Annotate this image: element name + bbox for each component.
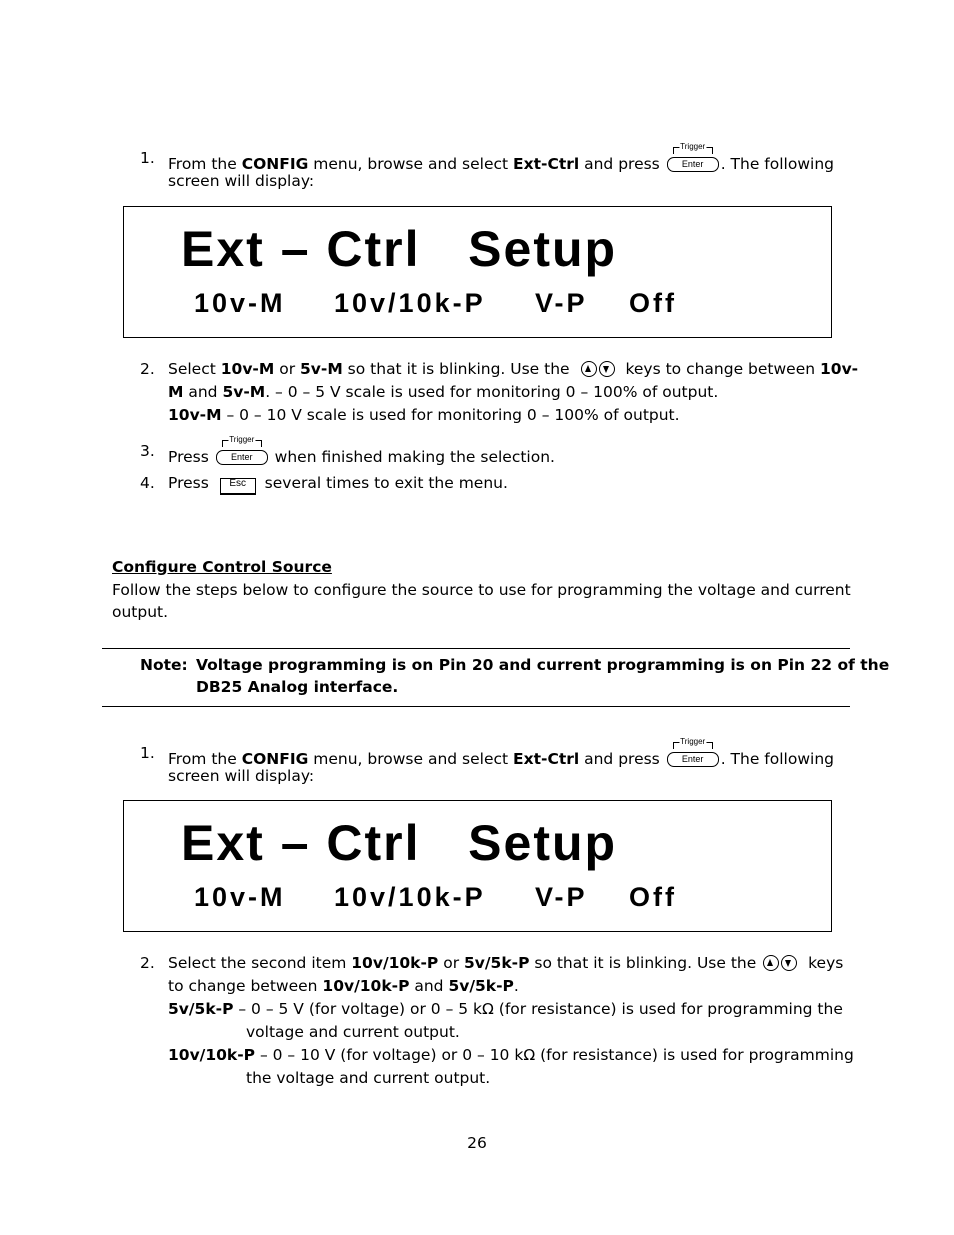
section-heading: Configure Control Source [112,558,332,576]
lcd-option-mode: V-P [535,288,588,318]
lcd-title: Ext – Ctrl Setup [181,815,618,871]
note-label: Note: [140,656,188,674]
step-2-line-1: Select 10v-M or 5v-M so that it is blinking. Use the keys to change between 10v- [168,358,858,384]
up-arrow-icon [581,361,597,377]
up-arrow-icon [763,955,779,971]
page-number: 26 [467,1134,487,1152]
lcd-title: Ext – Ctrl Setup [181,221,618,277]
section-paragraph-line-2: output. [112,603,169,621]
enter-key-icon: Trigger Enter [216,440,268,466]
note-text-line-1: Voltage programming is on Pin 20 and current programming is on Pin 22 of the [196,656,890,674]
section-paragraph-line-1: Follow the steps below to configure the source to use for programming the voltage and current [112,581,851,599]
step-1-line-1: From the CONFIG menu, browse and select Ext-Ctrl and press Trigger Enter . The following [168,142,834,173]
down-arrow-icon [599,361,615,377]
enter-key-icon: Trigger Enter [667,742,719,768]
note-bottom-rule [102,706,850,707]
lcd-option-state: Off [629,288,677,318]
list-number: 4. [140,474,155,492]
list-number: 3. [140,442,155,460]
list-number: 2. [140,954,155,972]
note-top-rule [102,648,850,649]
lcd-option-monitor: 10v-M [194,882,286,912]
list-number: 1. [140,149,155,167]
lcd-option-program: 10v/10k-P [334,882,486,912]
step-1-line-2: screen will display: [168,172,315,190]
step-2-line-3: 10v-M – 0 – 10 V scale is used for monitoring 0 – 100% of output. [168,406,680,424]
esc-key-icon: Esc [220,478,256,495]
lcd-screen [123,800,832,932]
lcd-option-program: 10v/10k-P [334,288,486,318]
list-number: 2. [140,360,155,378]
lcd-option-monitor: 10v-M [194,288,286,318]
enter-key-icon: Trigger Enter [667,147,719,173]
step-2-line-2: M and 5v-M. – 0 – 5 V scale is used for monitoring 0 – 100% of output. [168,383,719,401]
lcd-screen [123,206,832,338]
lcd-option-state: Off [629,882,677,912]
up-down-keys-icon [763,955,799,978]
lcd-option-mode: V-P [535,882,588,912]
down-arrow-icon [781,955,797,971]
note-text-line-2: DB25 Analog interface. [196,678,399,696]
list-number: 1. [140,744,155,762]
